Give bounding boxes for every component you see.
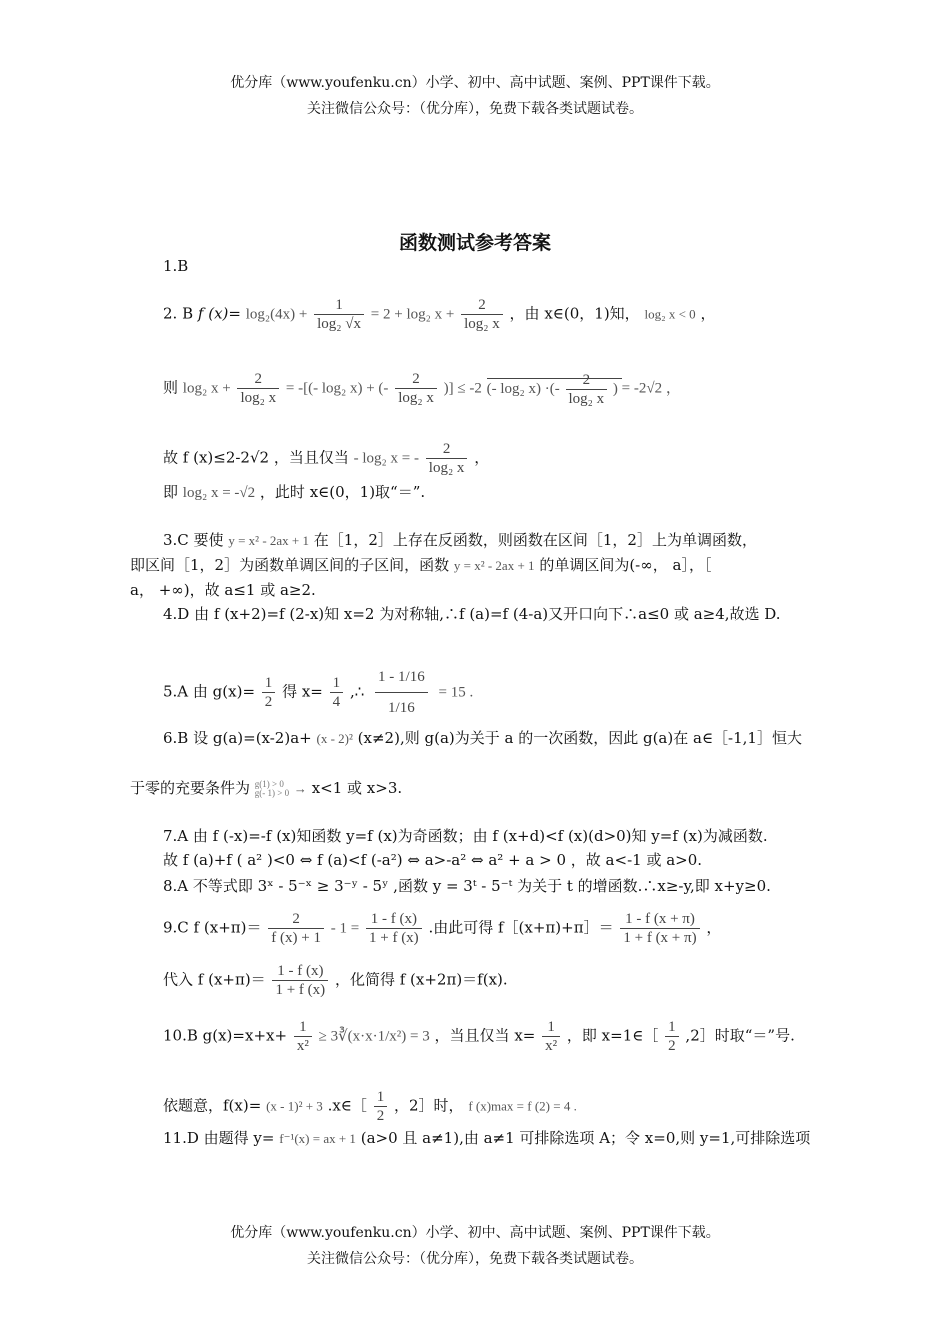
answer-2-line-1: 2. B f (x)= log₂(4x) + $\frac{1}{\text{log₂ √x}}$ = 2 + log₂ x + $\frac{2}{\text{log₂ x}}$ ，由 x∈(0，1)知， log₂ x < 0 ， [163, 297, 716, 332]
answer-3-line-3: a， +∞)，故 a≤1 或 a≥2. [130, 581, 316, 599]
footer-line-1: 优分库（www.youfenku.cn）小学、初中、高中试题、案例、PPT课件下载。 [230, 1225, 720, 1241]
answer-6-line-1: 6.B 设 g(a)=(x-2)a+ (x - 2)² (x≠2),则 g(a)为关于 a 的一次函数，因此 g(a)在 a∈［-1,1］恒大 [163, 729, 802, 747]
answer-2-line-3: 故 f (x)≤2-2√2 ，当且仅当 - log₂ x = - $\frac{2}{\text{log₂ x}}$ ， [163, 441, 490, 476]
answer-2-line-4: 即 log₂ x = -√2 ，此时 x∈(0，1)取“＝”. [163, 483, 426, 501]
answer-6-line-2: 于零的充要条件为 g(1) > 0 g(- 1) > 0 → x<1 或 x>3. [130, 779, 403, 798]
answer-4: 4.D 由 f (x+2)=f (2-x)知 x=2 为对称轴,∴f (a)=f (4-a)又开口向下∴a≤0 或 a≥4,故选 D. [163, 605, 781, 623]
answer-3-line-2: 即区间［1，2］为函数单调区间的子区间，函数 y = x² - 2ax + 1 的单调区间为(-∞， a］，［ [130, 556, 712, 574]
footer-line-2: 关注微信公众号：（优分库），免费下载各类试题试卷。 [307, 1251, 643, 1267]
answer-3-line-1: 3.C 要使 y = x² - 2ax + 1 在［1，2］上存在反函数，则函数在区间［1，2］上为单调函数， [163, 531, 757, 549]
answer-5: 5.A 由 g(x)= $\frac{1}{2}$ 得 x= $\frac{1}{4}$ ,∴ $\frac{1 - 1/16}{1/16}$ = 15 . [163, 662, 473, 723]
answer-2-line-2: 则 log₂ x + $\frac{2}{\text{log₂ x}}$ = -[(- log₂ x) + (- $\frac{2}{\text{log₂ x}}$ )] ≤ -2 (- log₂ x) ·(- $\frac{2}{\text{log₂ x}}$ ) = -2√2 ， [163, 371, 681, 407]
answer-1: 1.B [163, 257, 189, 275]
header-line-1: 优分库（www.youfenku.cn）小学、初中、高中试题、案例、PPT课件下载。 [230, 75, 720, 91]
answer-9-line-1: 9.C f (x+π)＝ $\frac{2}{f (x) + 1}$ - 1 = $\frac{1 - f (x)}{1 + f (x)}$ .由此可得 f［(x+π)+π］＝ $\frac{1 - f (x + \pi)}{1 + f (x + \pi)}$ ， [163, 911, 722, 946]
header-line-2: 关注微信公众号：（优分库），免费下载各类试题试卷。 [307, 101, 643, 117]
answer-7-line-2: 故 f (a)+f ( a² )<0 ⇔ f (a)<f (-a²) ⇔ a>-a² ⇔ a² + a > 0 ，故 a<-1 或 a>0. [163, 851, 703, 869]
answer-10-line-2: 依题意，f(x)= (x - 1)² + 3 .x∈［ $\frac{1}{2}$ ，2］时， f (x)max = f (2) = 4 . [163, 1089, 577, 1124]
answer-9-line-2: 代入 f (x+π)＝ $\frac{1 - f (x)}{1 + f (x)}$ ，化简得 f (x+2π)＝f(x). [163, 963, 508, 998]
answer-8: 8.A 不等式即 3ˣ - 5⁻ˣ ≥ 3⁻ʸ - 5ʸ ,函数 y = 3ᵗ - 5⁻ᵗ 为关于 t 的增函数.∴x≥-y,即 x+y≥0. [163, 877, 771, 895]
page-title: 函数测试参考答案 [398, 232, 551, 254]
answer-10-line-1: 10.B g(x)=x+x+ $\frac{1}{\text{x²}}$ ≥ 3∛(x·x·1/x²) = 3 ，当且仅当 x= $\frac{1}{\text{x²}}$ ，即 x=1∈［ $\frac{1}{2}$ ,2］时取“＝”号. [163, 1019, 795, 1054]
answer-7-line-1: 7.A 由 f (-x)=-f (x)知函数 y=f (x)为奇函数；由 f (x+d)<f (x)(d>0)知 y=f (x)为减函数. [163, 827, 768, 845]
answer-11: 11.D 由题得 y= f⁻¹(x) = ax + 1 (a>0 且 a≠1),由 a≠1 可排除选项 A；令 x=0,则 y=1,可排除选项 [163, 1129, 811, 1147]
